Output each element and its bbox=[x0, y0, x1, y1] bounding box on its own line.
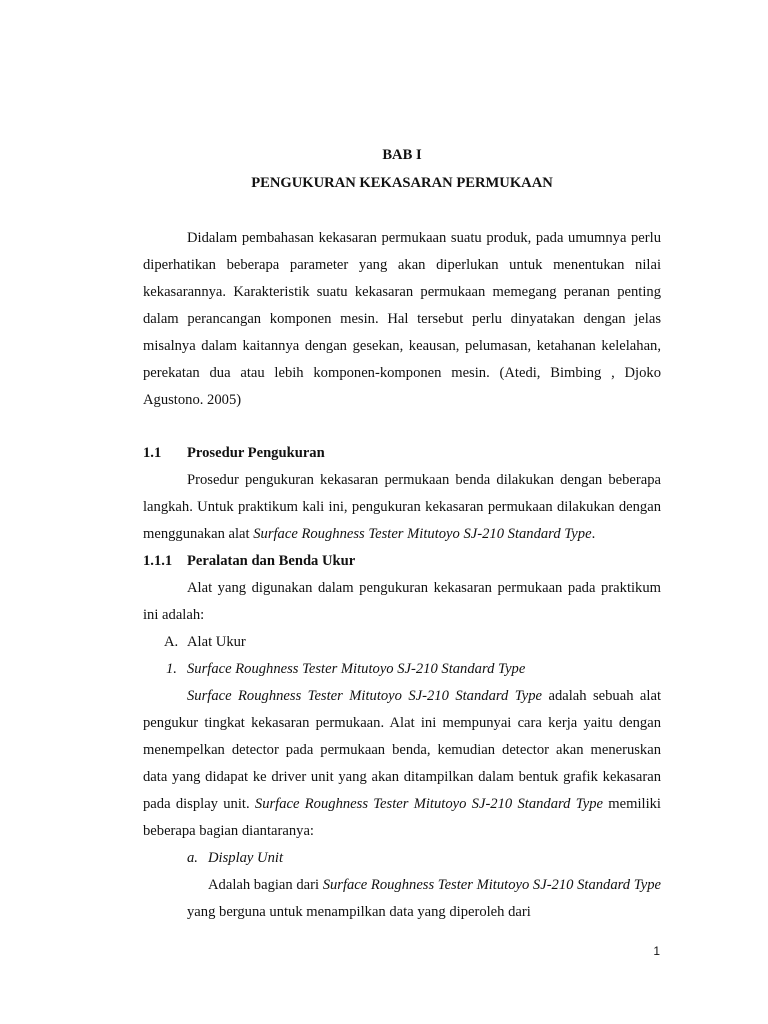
list-item-surface-roughness-tester bbox=[143, 656, 661, 683]
display-unit-description bbox=[187, 872, 661, 926]
paragraph-italic-text: Surface Roughness Tester Mitutoyo SJ-210 Standard Type bbox=[254, 796, 604, 812]
section-number: 1.1.1 bbox=[143, 553, 173, 569]
section-title: Peralatan dan Benda Ukur bbox=[187, 553, 356, 569]
list-marker: A. bbox=[164, 634, 179, 650]
section-1-1-1-paragraph: Alat yang digunakan dalam pengukuran kekasaran permukaan pada praktikum ini adalah: bbox=[143, 580, 661, 623]
list-label: Display Unit bbox=[208, 850, 283, 866]
paragraph-italic-text: Surface Roughness Tester Mitutoyo SJ-210 Standard Type bbox=[322, 877, 662, 893]
paragraph-text: yang berguna untuk menampilkan data yang diperoleh dari bbox=[187, 904, 531, 920]
list-item-alat-ukur bbox=[143, 629, 661, 656]
list-marker: 1. bbox=[166, 661, 177, 677]
paragraph-italic-text: Surface Roughness Tester Mitutoyo SJ-210 Standard Type bbox=[187, 688, 543, 704]
section-1-1-paragraph bbox=[143, 467, 661, 548]
item-1-description bbox=[143, 683, 661, 845]
paragraph-text: Prosedur pengukuran kekasaran permukaan benda dilakukan dengan beberapa langkah. Untuk praktikum kali ini, pengukuran kekasaran permukaan dilakukan dengan menggunakan alat bbox=[143, 472, 661, 542]
paragraph-text: Adalah bagian dari bbox=[208, 877, 323, 893]
page-content bbox=[143, 145, 661, 926]
intro-paragraph: Didalam pembahasan kekasaran permukaan suatu produk, pada umumnya perlu diperhatikan beberapa parameter yang akan diperlukan untuk menentukan nilai kekasarannya. Karakteristik suatu kekasaran permukaan memegang peranan penting dalam perancangan komponen mesin. Hal tersebut perlu dinyatakan dengan jelas misalnya dalam kaitannya dengan gesekan, keausan, pelumasan, ketahanan kelelahan, perekatan dua atau lebih komponen-komponen mesin. (Atedi, Bimbing , Djoko Agustono. 2005) bbox=[143, 230, 661, 408]
section-number: 1.1 bbox=[143, 445, 162, 461]
paragraph-text: . bbox=[591, 526, 596, 542]
paragraph-text: adalah sebuah alat pengukur tingkat kekasaran permukaan. Alat ini mempunyai cara kerja yaitu dengan menempelkan detector pada permukaan benda, kemudian detector akan meneruskan data yang didapat ke driver unit yang akan ditampilkan dalam bentuk grafik kekasaran pada display unit. bbox=[143, 688, 661, 812]
list-marker: a. bbox=[187, 850, 198, 866]
display-unit-block bbox=[143, 872, 661, 926]
list-label: Alat Ukur bbox=[187, 634, 246, 650]
section-title: Prosedur Pengukuran bbox=[187, 445, 325, 461]
section-heading-1-1-1 bbox=[143, 548, 661, 575]
list-item-display-unit bbox=[143, 845, 661, 872]
chapter-label: BAB I bbox=[382, 147, 422, 163]
paragraph-italic-text: Surface Roughness Tester Mitutoyo SJ-210 Standard Type bbox=[253, 526, 592, 542]
page-number: 1 bbox=[653, 944, 660, 958]
paragraph-text: memiliki beberapa bagian diantaranya: bbox=[143, 796, 661, 839]
list-label: Surface Roughness Tester Mitutoyo SJ-210 Standard Type bbox=[187, 661, 526, 677]
chapter-title: PENGUKURAN KEKASARAN PERMUKAAN bbox=[251, 175, 553, 191]
section-heading-1-1 bbox=[143, 440, 661, 467]
